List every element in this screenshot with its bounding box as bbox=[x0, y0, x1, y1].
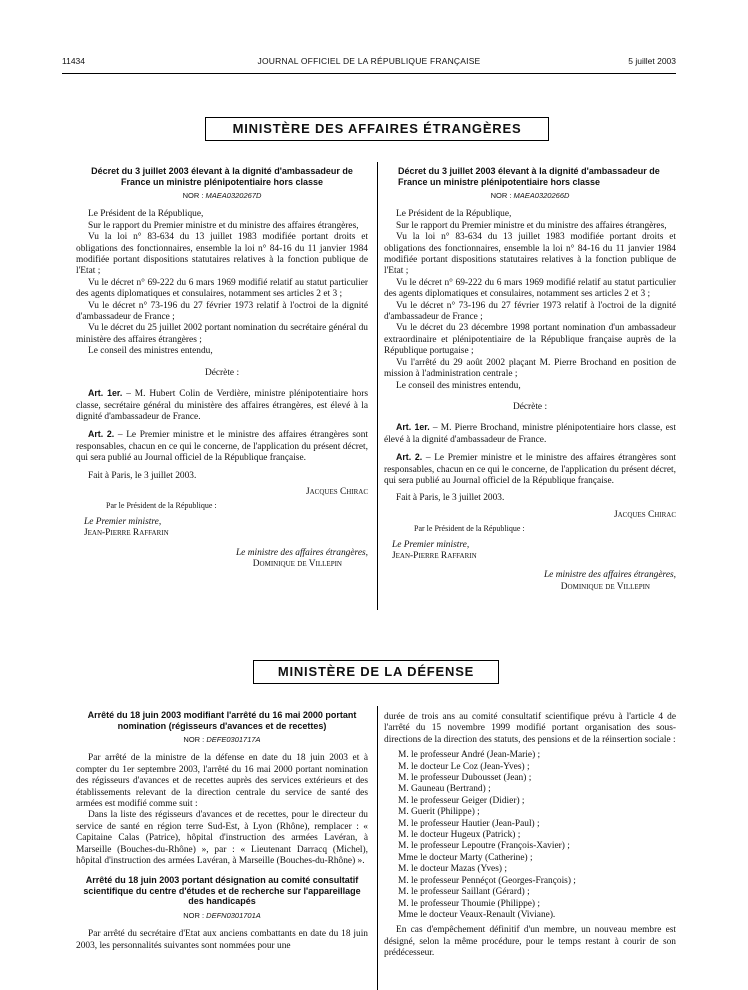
arrete-continuation bbox=[384, 712, 676, 960]
par-le-president: Par le Président de la République : bbox=[106, 501, 217, 511]
paragraph: Vu le décret n° 69-222 du 6 mars 1969 modifié relatif au statut particulier des agents diplomatiques et consulaires, notamment ses articles 2 et 3 ; bbox=[76, 277, 368, 300]
prime-minister-signature: Le Premier ministre, Jean-Pierre Raffarin bbox=[392, 539, 477, 561]
paragraph: Vu la loi n° 83-634 du 13 juillet 1983 modifiée portant droits et obligations des fonctionnaires, ensemble la loi n° 84-16 du 11 janvier 1984 modifiée portant dispositions statutaires relatives à la fonction publique de l'Etat ; bbox=[384, 232, 676, 277]
minister-signature: Le ministre des affaires étrangères, Dominique de Villepin bbox=[543, 570, 676, 592]
article-2: Art. 2. – Le Premier ministre et le ministre des affaires étrangères sont responsables, chacun en ce qui le concerne, de l'application du présent décret, qui sera publié au Journal officiel de la République française. bbox=[384, 452, 677, 486]
list-item: M. le docteur Le Coz (Jean-Yves) ; bbox=[398, 761, 530, 772]
list-item: Mme le docteur Veaux-Renault (Viviane). bbox=[398, 909, 556, 920]
list-item: M. Guerit (Philippe) ; bbox=[398, 807, 480, 818]
paragraph: Vu le décret n° 73-196 du 27 février 1973 relatif à l'octroi de la dignité d'ambassadeur de France ; bbox=[76, 300, 368, 323]
paragraph: Le conseil des ministres entendu, bbox=[396, 380, 521, 391]
fait-a-paris: Fait à Paris, le 3 juillet 2003. bbox=[88, 470, 197, 481]
journal-title: JOURNAL OFFICIEL DE LA RÉPUBLIQUE FRANÇAISE bbox=[257, 56, 481, 66]
paragraph: Par arrêté du secrétaire d'Etat aux anciens combattants en date du 18 juin 2003, les personnalités suivantes sont nommées pour une bbox=[76, 929, 368, 951]
list-item: M. le professeur Hautier (Jean-Paul) ; bbox=[398, 818, 540, 829]
paragraph: Dans la liste des régisseurs d'avances et de recettes, pour le directeur du service de santé en région terre Sud-Est, à Lyon (Rhône), remplacer : « Capitaine Calas (Patrice), hôpital d'instruction des armées Lavéran, à Marseille (Bouches-du-Rhône) », par : « Lieutenant Darracq (Michel), hôpital d'instruction des armées Lavéran, à Marseille (Bouches-du-Rhône) ». bbox=[76, 810, 368, 867]
nor-line: NOR : MAEA0320266D bbox=[490, 191, 570, 200]
decree-left bbox=[76, 166, 368, 570]
list-item: M. le professeur Saillant (Gérard) ; bbox=[398, 887, 530, 898]
decree-title: Décret du 3 juillet 2003 élevant à la dignité d'ambassadeur de France un ministre plénipotentiaire hors classe bbox=[91, 166, 353, 187]
par-le-president: Par le Président de la République : bbox=[414, 524, 525, 534]
president-signature: Jacques Chirac bbox=[305, 486, 368, 497]
paragraph: Sur le rapport du Premier ministre et du ministre des affaires étrangères, bbox=[396, 220, 667, 231]
decree-right bbox=[384, 166, 676, 593]
paragraph: Vu le décret n° 69-222 du 6 mars 1969 modifié relatif au statut particulier des agents diplomatiques et consulaires, notamment ses articles 2 et 3 ; bbox=[384, 277, 676, 300]
article-1: Art. 1er. – M. Pierre Brochand, ministre plénipotentiaire hors classe, est élevé à la dignité d'ambassadeur de France. bbox=[384, 422, 676, 445]
list-item: M. Gauneau (Bertrand) ; bbox=[398, 784, 491, 795]
paragraph: En cas d'empêchement définitif d'un membre, un nouveau membre est désigné, selon la même procédure, pour le temps restant à courir de son prédécesseur. bbox=[384, 925, 676, 959]
list-item: Mme le docteur Marty (Catherine) ; bbox=[398, 852, 533, 863]
nor-code: DEFE0301717A bbox=[206, 735, 261, 744]
fait-a-paris: Fait à Paris, le 3 juillet 2003. bbox=[396, 493, 505, 504]
header-rule bbox=[62, 73, 676, 74]
president-signature: Jacques Chirac bbox=[613, 509, 676, 520]
decrete-label: Décrète : bbox=[204, 367, 240, 378]
arretes-left bbox=[76, 710, 368, 952]
decree-title: Décret du 3 juillet 2003 élevant à la dignité d'ambassadeur de France un ministre plénipotentiaire hors classe bbox=[398, 166, 660, 187]
page-header bbox=[62, 56, 676, 70]
arrete-title: Arrêté du 18 juin 2003 modifiant l'arrêté du 16 mai 2000 portant nomination (régisseurs d'avances et de recettes) bbox=[87, 710, 357, 731]
column-divider bbox=[377, 162, 378, 610]
nor-code: DEFN0301701A bbox=[206, 910, 261, 920]
column-divider bbox=[377, 706, 378, 990]
nor-line: NOR : DEFN0301701A bbox=[183, 910, 261, 920]
list-item: M. le professeur Thoumie (Philippe) ; bbox=[398, 898, 540, 909]
paragraph: Par arrêté de la ministre de la défense en date du 18 juin 2003 et à compter du 1er septembre 2003, l'arrêté du 16 mai 2000 portant nomination des régisseurs d'avances et de recettes auprès des services extérieurs et des établissements relevant de la direction centrale du service de santé des armées est modifié comme suit : bbox=[76, 753, 368, 810]
nor-code: MAEA0320267D bbox=[205, 191, 262, 200]
list-item: M. le professeur Dubousset (Jean) ; bbox=[398, 773, 532, 784]
list-item: M. le professeur Pennéçot (Georges-François) ; bbox=[398, 875, 576, 886]
paragraph: Le Président de la République, bbox=[88, 209, 204, 220]
list-item: M. le professeur Lepoutre (François-Xavier) ; bbox=[398, 841, 570, 852]
page-number: 11434 bbox=[62, 56, 86, 66]
paragraph: durée de trois ans au comité consultatif scientifique prévu à l'article 4 de l'arrêté du 15 novembre 1999 modifié portant organisation des sous-directions de la direction des statuts, des pensions et de la réinsertion sociale : bbox=[384, 712, 676, 745]
article-2: Art. 2. – Le Premier ministre et le ministre des affaires étrangères sont responsables, chacun en ce qui le concerne, de l'application du présent décret, qui sera publié au Journal officiel de la République française. bbox=[76, 429, 369, 464]
paragraph: Vu l'arrêté du 29 août 2002 plaçant M. Pierre Brochand en position de mission à l'administration centrale ; bbox=[384, 357, 676, 380]
paragraph: Vu la loi n° 83-634 du 13 juillet 1983 modifiée portant droits et obligations des fonctionnaires, ensemble la loi n° 84-16 du 11 janvier 1984 modifiée portant dispositions statutaires relatives à la fonction publique de l'Etat ; bbox=[76, 232, 368, 277]
nor-line: NOR : DEFE0301717A bbox=[183, 735, 261, 744]
ministry-heading-defense: MINISTÈRE DE LA DÉFENSE bbox=[253, 660, 499, 684]
minister-signature: Le ministre des affaires étrangères, Dominique de Villepin bbox=[235, 547, 368, 569]
paragraph: Le Président de la République, bbox=[396, 209, 512, 220]
nor-code: MAEA0320266D bbox=[513, 191, 570, 200]
nor-line: NOR : MAEA0320267D bbox=[182, 191, 262, 200]
paragraph: Vu le décret du 25 juillet 2002 portant nomination du secrétaire général du ministère des affaires étrangères ; bbox=[76, 323, 368, 345]
paragraph: Vu le décret du 23 décembre 1998 portant nomination d'un ambassadeur extraordinaire et plénipotentiaire de la République française auprès de la République portugaise ; bbox=[384, 323, 676, 357]
prime-minister-signature: Le Premier ministre, Jean-Pierre Raffarin bbox=[84, 516, 169, 539]
decrete-label: Décrète : bbox=[512, 401, 548, 412]
arrete-title: Arrêté du 18 juin 2003 portant désignation au comité consultatif scientifique du centre d'études et de recherche sur l'appareillage des handicapés bbox=[83, 875, 361, 907]
list-item: M. le docteur Mazas (Yves) ; bbox=[398, 864, 507, 875]
paragraph: Vu le décret n° 73-196 du 27 février 1973 relatif à l'octroi de la dignité d'ambassadeur de France ; bbox=[384, 300, 676, 323]
list-item: M. le professeur Geiger (Didier) ; bbox=[398, 795, 525, 806]
issue-date: 5 juillet 2003 bbox=[628, 56, 676, 66]
list-item: M. le docteur Hugeux (Patrick) ; bbox=[398, 830, 521, 841]
ministry-heading-affaires-etrangeres: MINISTÈRE DES AFFAIRES ÉTRANGÈRES bbox=[205, 117, 549, 141]
article-1: Art. 1er. – M. Hubert Colin de Verdière, ministre plénipotentiaire hors classe, secrétaire général du ministère des affaires étrangères, est élevé à la dignité d'ambassadeur de France. bbox=[76, 388, 368, 422]
paragraph: Sur le rapport du Premier ministre et du ministre des affaires étrangères, bbox=[88, 220, 359, 231]
paragraph: Le conseil des ministres entendu, bbox=[88, 346, 213, 357]
list-item: M. le professeur André (Jean-Marie) ; bbox=[398, 750, 541, 761]
